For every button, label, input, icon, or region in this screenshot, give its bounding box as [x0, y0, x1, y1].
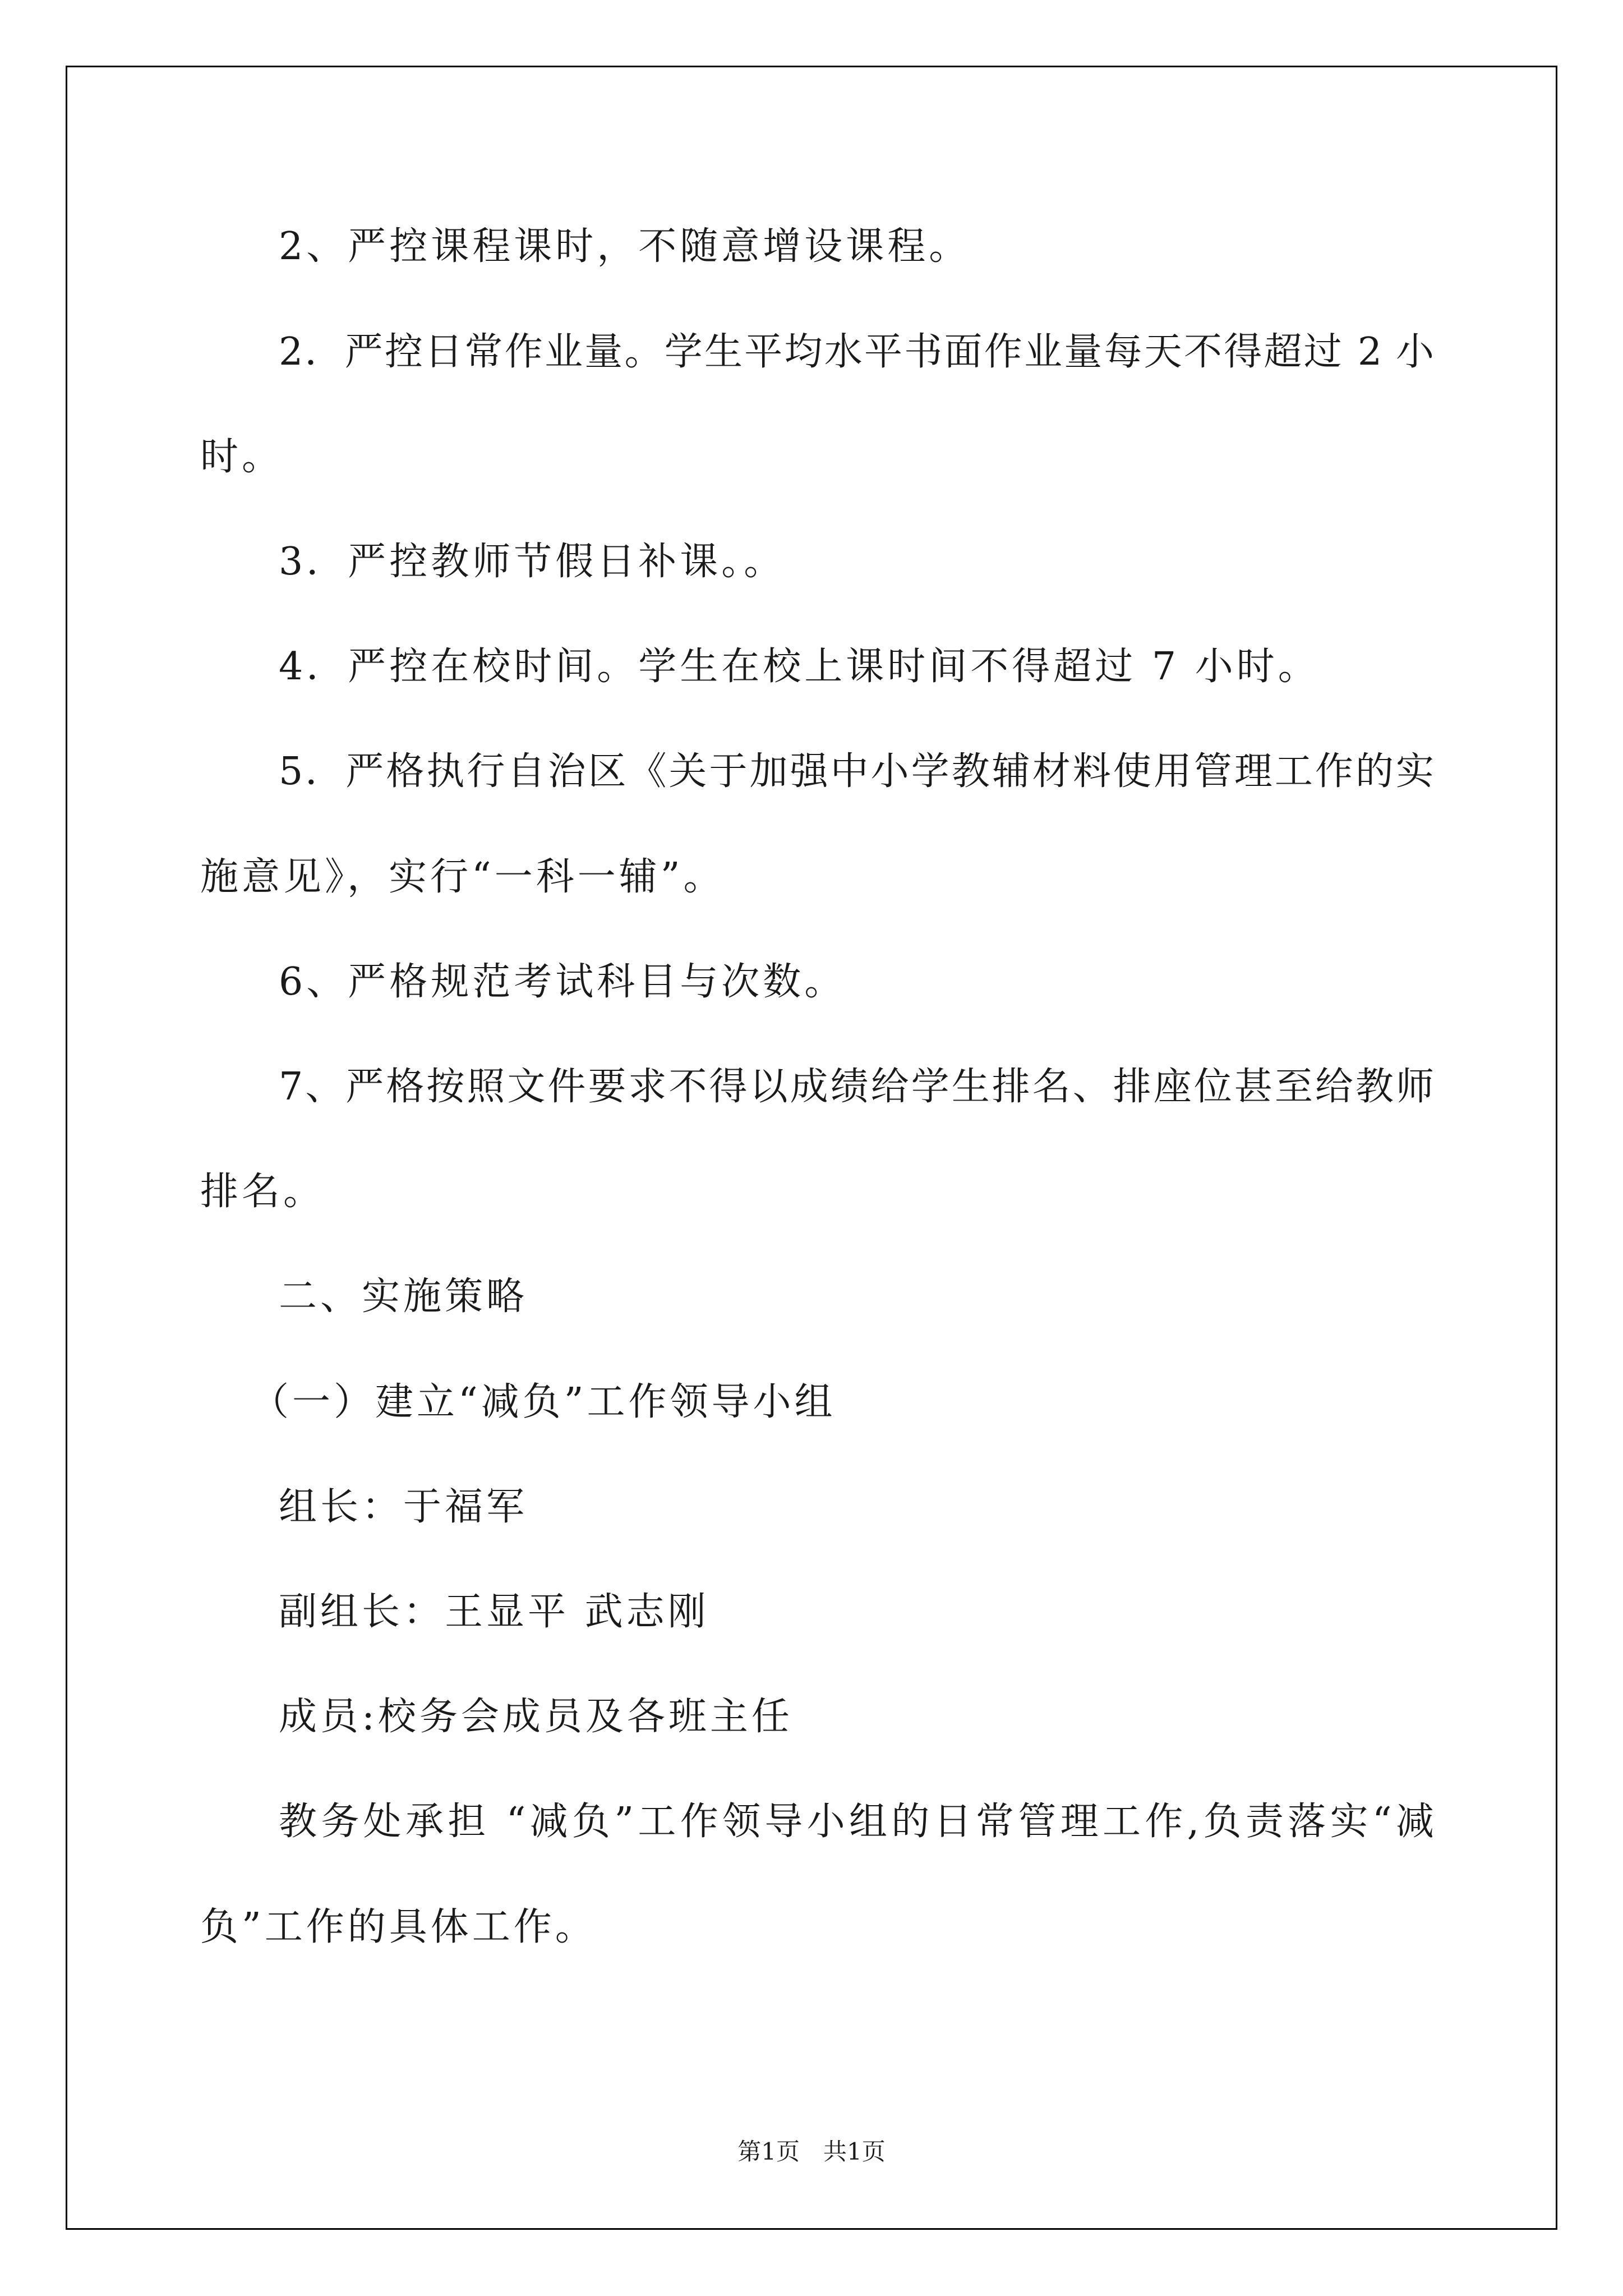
paragraph-line: 2、严控课程课时，不随意增设课程。	[279, 224, 971, 269]
section-heading: 二、实施策略	[279, 1274, 528, 1319]
paragraph-line: 3．严控教师节假日补课。。	[279, 540, 786, 584]
paragraph-line: 教务处承担 “减负”工作领导小组的日常管理工作,负责落实“减	[279, 1800, 1434, 1844]
paragraph-line: 负”工作的具体工作。	[200, 1905, 597, 1949]
paragraph-line: 成员:校务会成员及各班主任	[279, 1695, 793, 1739]
paragraph-line: 7、严格按照文件要求不得以成绩给学生排名、排座位甚至给教师	[279, 1065, 1434, 1109]
page-footer: 第1页 共1页	[737, 2138, 886, 2165]
paragraph-line: 排名。	[200, 1170, 325, 1214]
paragraph-line: 5．严格执行自治区《关于加强中小学教辅材料使用管理工作的实	[279, 749, 1434, 794]
paragraph-line: 2．严控日常作业量。学生平均水平书面作业量每天不得超过 2 小	[279, 330, 1434, 374]
paragraph-line: 施意见》，实行“一科一辅”。	[200, 855, 725, 899]
paragraph-line: 6、严格规范考试科目与次数。	[279, 960, 846, 1004]
subsection-heading: （一）建立“减负”工作领导小组	[251, 1380, 836, 1424]
paragraph-line: 副组长：王显平 武志刚	[279, 1590, 709, 1634]
paragraph-line: 4．严控在校时间。学生在校上课时间不得超过 7 小时。	[279, 645, 1320, 689]
paragraph-line: 时。	[200, 435, 284, 479]
paragraph-line: 组长：于福军	[279, 1485, 528, 1529]
